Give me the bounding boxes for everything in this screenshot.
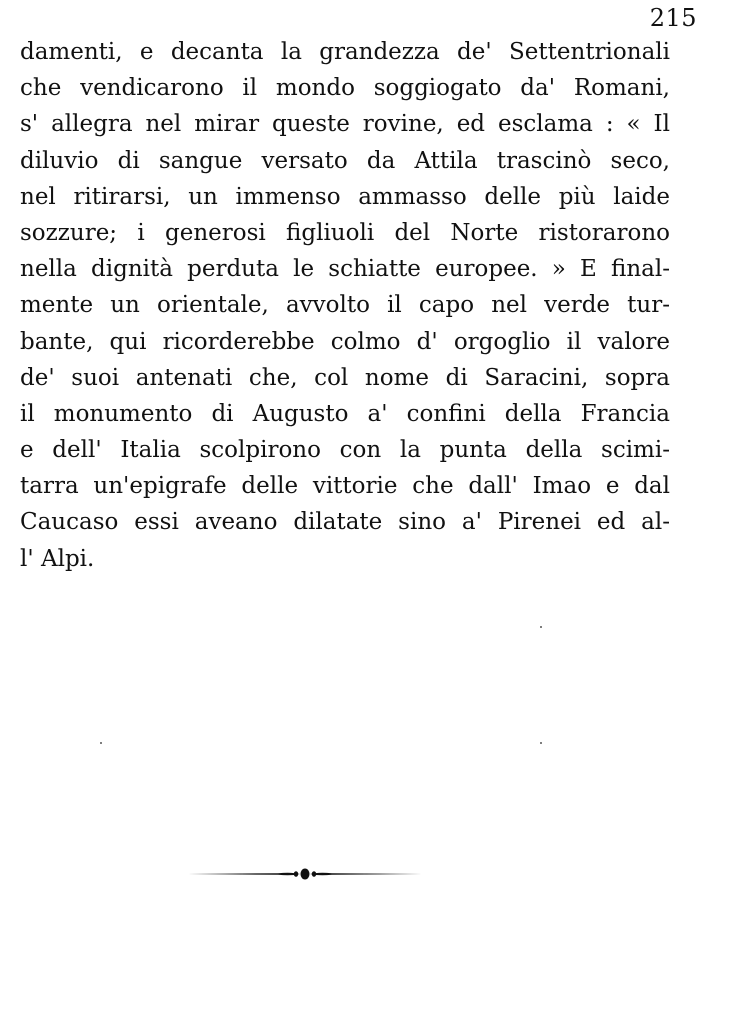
ink-speck [540,742,542,744]
text-line: l' Alpi. [20,545,95,572]
text-line: Caucaso essi aveano dilatate sino a' Pirenei ed al- [20,509,670,536]
text-line: diluvio di sangue versato da Attila trascinò seco, [20,147,670,174]
text-line: bante, qui ricorderebbe colmo d' orgoglio il valore [20,328,670,355]
text-line: sozzure; i generosi figliuoli del Norte ristorarono [20,219,670,246]
ink-speck [100,742,102,744]
body-text [20,34,670,577]
ink-speck [540,626,542,628]
text-line: de' suoi antenati che, col nome di Saracini, sopra [20,364,670,391]
text-line: nella dignità perduta le schiatte europee. » E final- [20,256,670,283]
tailpiece-divider-icon [188,864,422,884]
text-line: che vendicarono il mondo soggiogato da' Romani, [20,75,670,102]
text-line: e dell' Italia scolpirono con la punta della scimi- [20,437,670,464]
text-line: s' allegra nel mirar queste rovine, ed esclama : « Il [20,111,670,138]
text-line: nel ritirarsi, un immenso ammasso delle più laide [20,183,670,210]
text-line: tarra un'epigrafe delle vittorie che dall' Imao e dal [20,473,670,500]
text-line: mente un orientale, avvolto il capo nel verde tur- [20,292,670,319]
text-line: damenti, e decanta la grandezza de' Settentrionali [20,39,670,65]
text-line: il monumento di Augusto a' confini della Francia [20,400,670,427]
page-number: 215 [649,4,697,32]
